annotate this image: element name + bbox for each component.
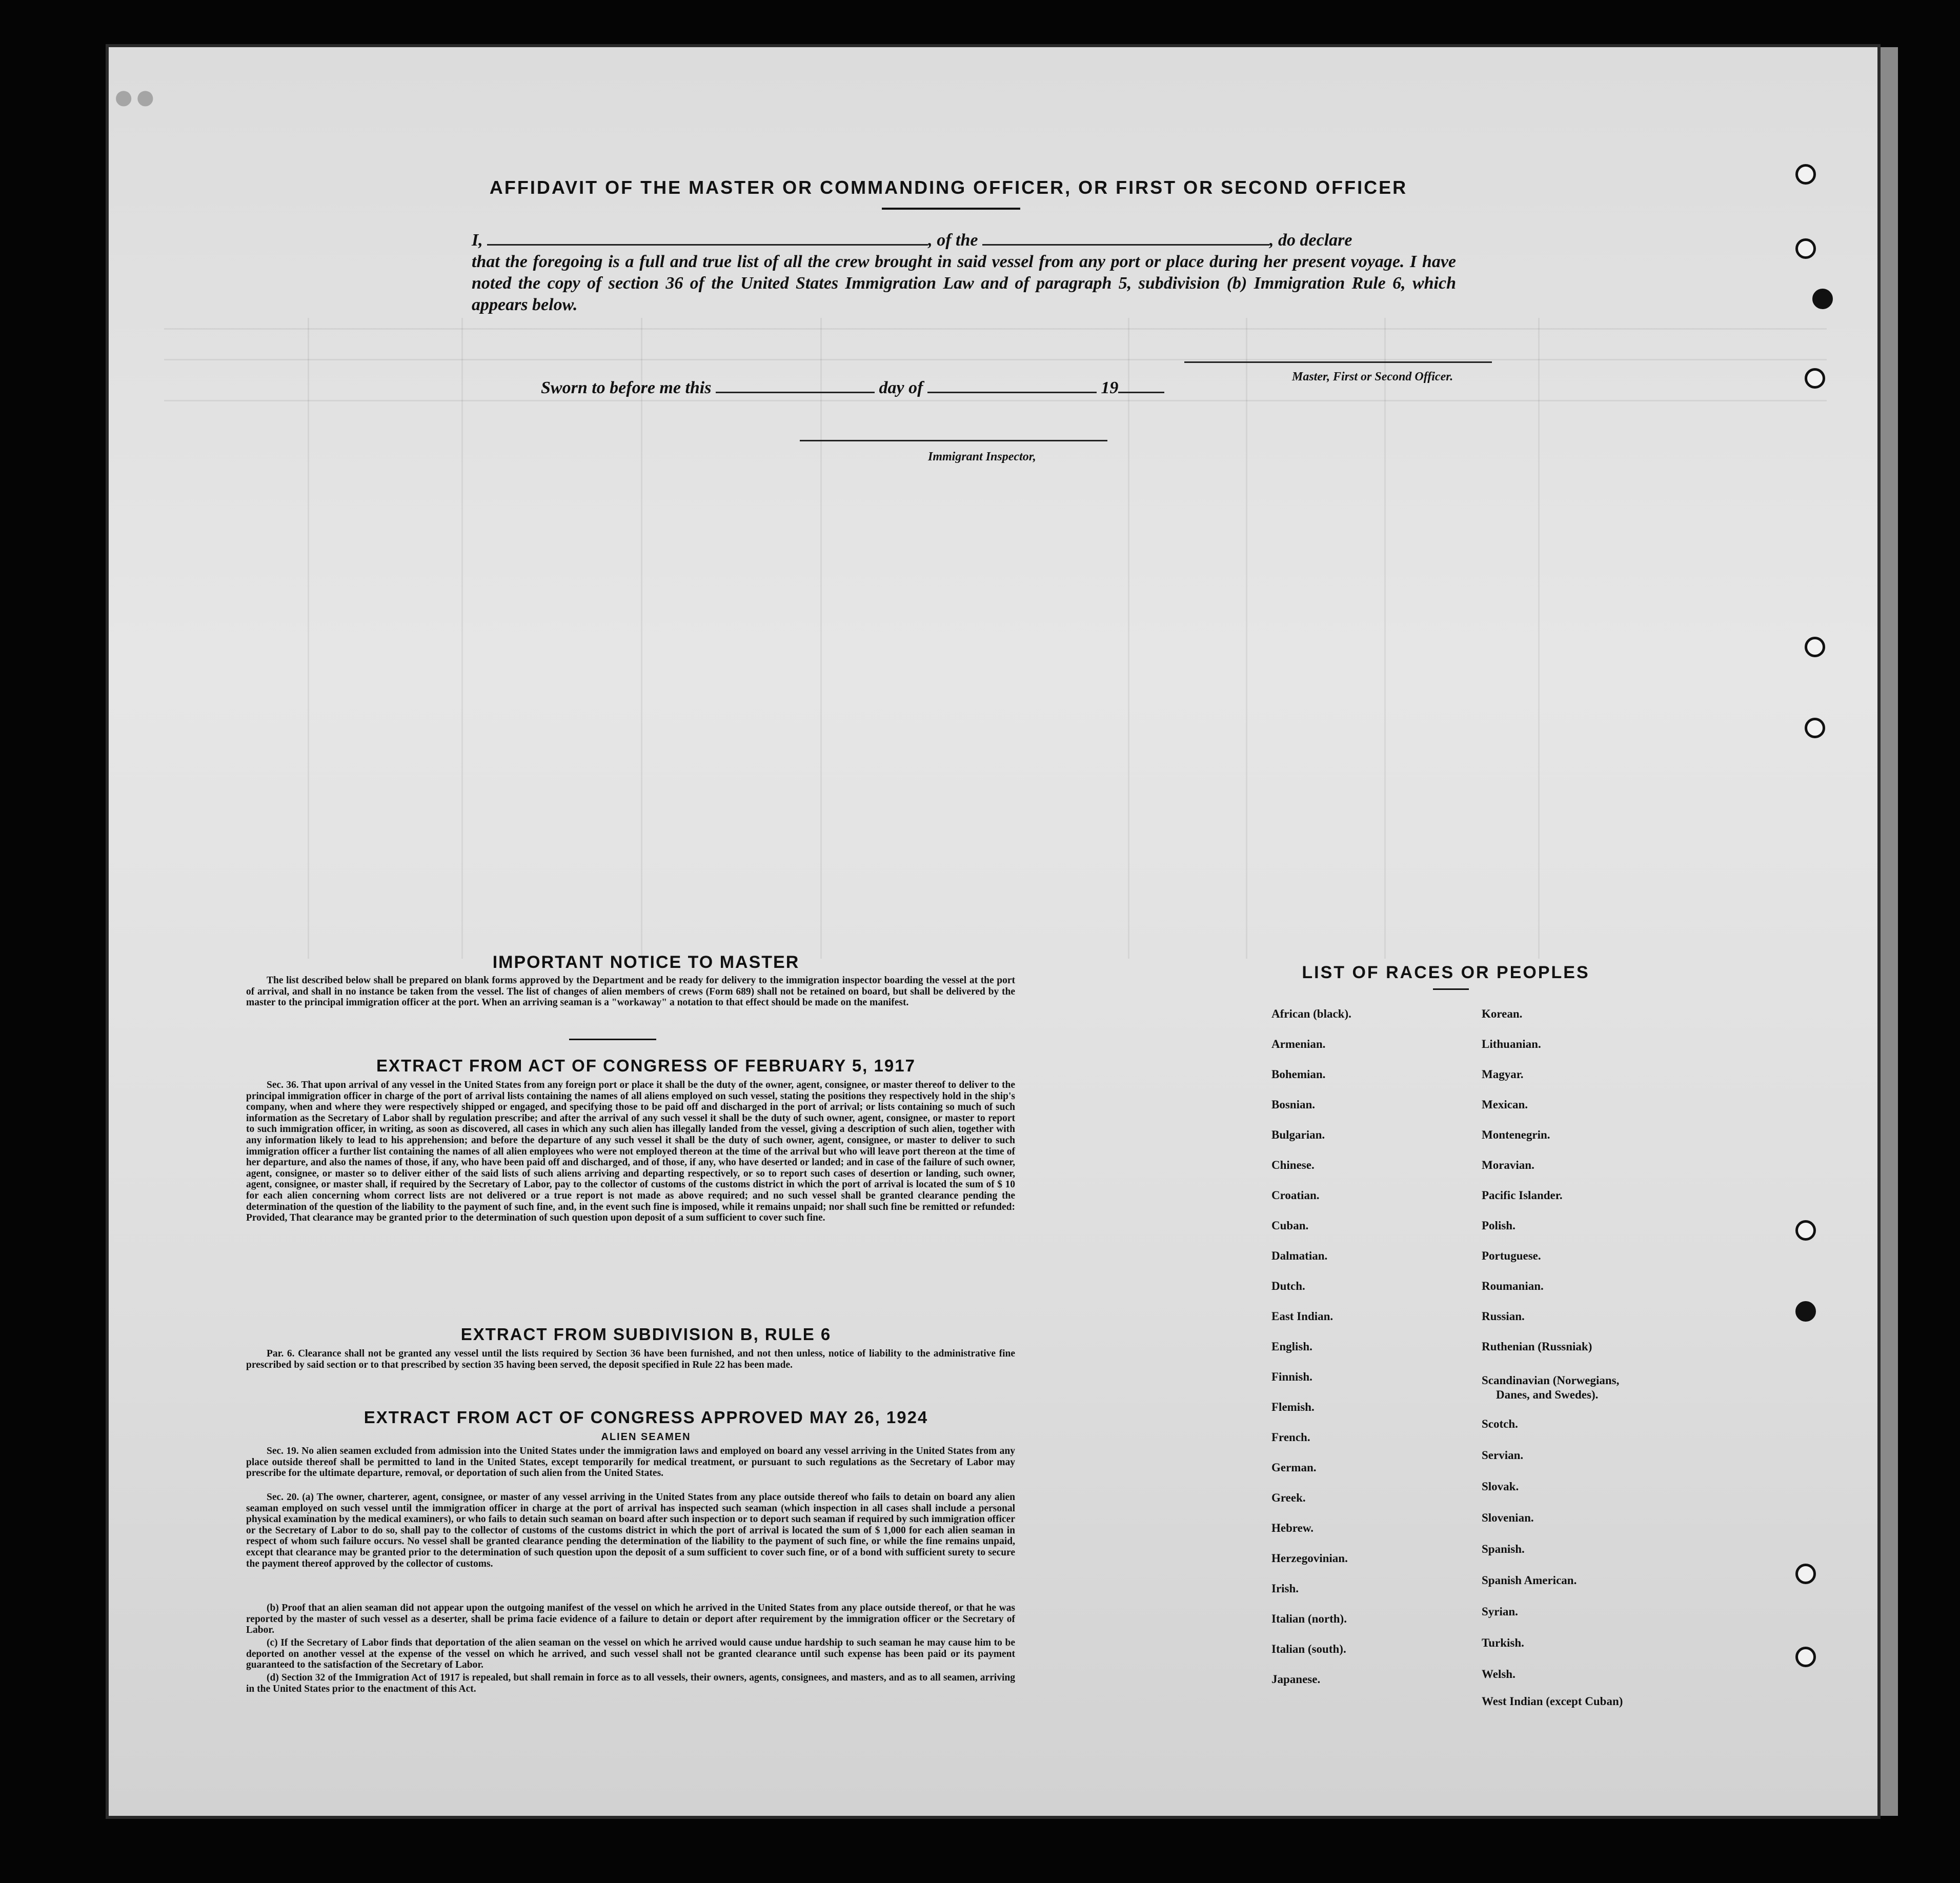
race-item: Syrian. [1482, 1605, 1518, 1618]
officer-name-field[interactable] [487, 231, 928, 246]
race-item: Polish. [1482, 1219, 1516, 1232]
master-signature-line[interactable] [1184, 361, 1492, 363]
sworn-year-field[interactable] [1118, 378, 1164, 393]
page-edge [1877, 47, 1898, 1816]
race-item: Armenian. [1271, 1038, 1326, 1050]
race-item: Ruthenian (Russniak) [1482, 1340, 1592, 1353]
race-item: Spanish. [1482, 1543, 1525, 1555]
notice-heading: IMPORTANT NOTICE TO MASTER [492, 953, 800, 972]
extract-1924-sec19: Sec. 19. No alien seamen excluded from admission into the United States under the immigration laws and employed on board any vessel arriving in the United States from any place outside thereof shall be permitted to land in the United States, except temporarily for medical treatment, or pursuant to such regulations as the Secretary of Labor may prescribe for the ultimate departure, removal, or deportation of such alien from the United States. [246, 1446, 1015, 1479]
sworn-month-field[interactable] [927, 378, 1097, 393]
punch-hole [1795, 164, 1816, 185]
notice-text: The list described below shall be prepared on blank forms approved by the Department and be ready for delivery to the immigration inspector boarding the vessel at the port of arrival, and shall in no instance be taken from the vessel. The list of changes of alien members of crews (Form 689) shall not be retained on board, but shall be delivered by the master to the principal immigration officer at the port. When an arriving seaman is a "workaway" a notation to that effect should be made on the manifest. [246, 975, 1015, 1008]
race-item: Cuban. [1271, 1219, 1309, 1232]
declaration-of-the: , of the [928, 231, 978, 250]
extract-1924-sec20b: (b) Proof that an alien seaman did not appear upon the outgoing manifest of the vessel on which he arrived in the United States from any place outside thereof, or that he was reported by the master of such vessel as a deserter, shall be prima facie evidence of a failure to detain or deport after requirement by the immigration officer or the Secretary of Labor. [246, 1603, 1015, 1636]
race-item: Japanese. [1271, 1673, 1321, 1686]
race-item: German. [1271, 1461, 1317, 1474]
declaration-i: I, [472, 231, 483, 250]
punch-hole [1795, 1647, 1816, 1667]
race-item: Danes, and Swedes). [1496, 1388, 1599, 1401]
sworn-prefix: Sworn to before me this [541, 378, 712, 397]
race-item: Bosnian. [1271, 1098, 1316, 1111]
race-item: Dutch. [1271, 1280, 1305, 1292]
race-item: Scotch. [1482, 1418, 1518, 1430]
inspector-signature-label: Immigrant Inspector, [928, 450, 1036, 463]
race-item: Bohemian. [1271, 1068, 1326, 1081]
declaration-do-declare: , do declare [1269, 231, 1352, 250]
corner-stamp-mark: ●● [113, 77, 156, 117]
race-item: Finnish. [1271, 1370, 1312, 1383]
punch-hole [1805, 718, 1825, 738]
extract-rule6-text: Par. 6. Clearance shall not be granted any vessel until the lists required by Section 36 have been furnished, and not then unless, notice of liability to the administrative fine prescribed by said section or to that prescribed by section 35 having been served, the deposit specified in Rule 22 has been made. [246, 1348, 1015, 1370]
race-item: Herzegovinian. [1271, 1552, 1348, 1565]
race-item: Irish. [1271, 1582, 1299, 1595]
punch-hole [1805, 368, 1825, 389]
extract-1924-sec20a: Sec. 20. (a) The owner, charterer, agent, consignee, or master of any vessel arriving in the United States from any place outside thereof who fails to detain on board any alien seaman employed on such vessel until the immigration officer in charge at the port of arrival has inspected such seaman (which inspection in all cases shall include a personal physical examination by the medical examiners), or who fails to detain such seaman on board after such inspection or to deport such seaman if required by such immigration officer or the Secretary of Labor to do so, shall pay to the collector of customs of the customs district in which the port of arrival is located the sum of $ 1,000 for each alien seaman in respect of whom such failure occurs. No vessel shall be granted clearance pending the determination of the liability to the payment of such fine, or while the fine remains unpaid, except that clearance may be granted prior to the determination of such question upon the deposit of a sum sufficient to cover such fine, or of a bond with sufficient surety to secure the payment thereof approved by the collector of customs. [246, 1492, 1015, 1569]
race-item: Pacific Islander. [1482, 1189, 1563, 1202]
extract-1924-subheading: ALIEN SEAMEN [601, 1431, 691, 1443]
punch-hole [1805, 637, 1825, 657]
sworn-day-of: day of [879, 378, 923, 397]
punch-hole [1795, 1220, 1816, 1241]
race-item: West Indian (except Cuban) [1482, 1695, 1623, 1708]
race-item: Hebrew. [1271, 1522, 1314, 1534]
race-item: Servian. [1482, 1449, 1524, 1462]
affidavit-declaration [472, 230, 1456, 316]
affidavit-heading: AFFIDAVIT OF THE MASTER OR COMMANDING OFFICER, OR FIRST OR SECOND OFFICER [489, 177, 1408, 198]
race-item: Roumanian. [1482, 1280, 1544, 1292]
extract-rule6-heading: EXTRACT FROM SUBDIVISION B, RULE 6 [460, 1325, 832, 1344]
race-item: Bulgarian. [1271, 1128, 1325, 1141]
punch-hole [1795, 238, 1816, 259]
race-item: French. [1271, 1431, 1310, 1444]
notice-rule [569, 1039, 656, 1040]
race-item: Greek. [1271, 1491, 1306, 1504]
punch-hole [1795, 1301, 1816, 1322]
races-rule [1433, 988, 1469, 990]
race-item: Korean. [1482, 1007, 1523, 1020]
race-item: Slovenian. [1482, 1511, 1534, 1524]
extract-1924-sec20d: (d) Section 32 of the Immigration Act of 1917 is repealed, but shall remain in force as to all vessels, their owners, agents, consignees, and masters, and as to all seamen, arriving in the United States prior to the enactment of this Act. [246, 1672, 1015, 1694]
race-item: Portuguese. [1482, 1249, 1541, 1262]
race-item: Italian (north). [1271, 1612, 1347, 1625]
race-item: Moravian. [1482, 1159, 1534, 1171]
extract-1924-sec20c: (c) If the Secretary of Labor finds that deportation of the alien seaman on the vessel on which he arrived would cause undue hardship to such seaman he may cause him to be deported on another vessel at the expense of the vessel on which he arrived, and such vessel shall not be granted clearance until such expense has been paid or its payment guaranteed to the satisfaction of the Secretary of Labor. [246, 1637, 1015, 1671]
race-item: Welsh. [1482, 1668, 1516, 1680]
declaration-body: that the foregoing is a full and true list of all the crew brought in said vessel from any port or place during her present voyage. I have noted the copy of section 36 of the United States Immigration Law and of paragraph 5, subdivision (b) Immigration Rule 6, which appears below. [472, 252, 1456, 314]
race-item: Spanish American. [1482, 1574, 1577, 1587]
race-item: Russian. [1482, 1310, 1525, 1323]
race-item: Lithuanian. [1482, 1038, 1541, 1050]
race-item: Montenegrin. [1482, 1128, 1550, 1141]
sworn-year-prefix: 19 [1101, 378, 1119, 397]
extract-1924-heading: EXTRACT FROM ACT OF CONGRESS APPROVED MAY 26, 1924 [363, 1408, 928, 1427]
inspector-signature-line[interactable] [800, 440, 1107, 441]
sworn-date-field[interactable] [716, 378, 875, 393]
race-item: African (black). [1271, 1007, 1351, 1020]
race-item: Chinese. [1271, 1159, 1315, 1171]
punch-hole [1795, 1564, 1816, 1584]
race-item: Dalmatian. [1271, 1249, 1328, 1262]
race-item: Mexican. [1482, 1098, 1528, 1111]
master-signature-label: Master, First or Second Officer. [1292, 370, 1453, 383]
race-item: Italian (south). [1271, 1643, 1346, 1655]
race-item: East Indian. [1271, 1310, 1333, 1323]
race-item: Slovak. [1482, 1480, 1519, 1493]
race-item: Turkish. [1482, 1636, 1524, 1649]
extract-1917-text: Sec. 36. That upon arrival of any vessel in the United States from any foreign port or place it shall be the duty of the owner, agent, consignee, or master thereof to deliver to the principal immigration officer in charge of the port of arrival lists containing the names of all aliens employed on such vessel, stating the positions they respectively hold in the ship's company, when and where they were respectively shipped or engaged, and specifying those to be paid off and discharged in the port of arrival; or lists containing so much of such information as the Secretary of Labor shall by regulation prescribe; and after the arrival of any such vessel it shall be the duty of such owner, agent, consignee, or master to report to such immigration officer, in writing, as soon as discovered, all cases in which any such alien has illegally landed from the vessel, giving a description of such alien, together with any information likely to lead to his apprehension; and before the departure of any such vessel it shall be the duty of such owner, agent, consignee, or master to deliver to such immigration officer a further list containing the names of all alien employees who were not employed thereon at the time of the arrival but who will leave port thereon at the time of her departure, and also the names of those, if any, who have been paid off and discharged, and of those, if any, who have deserted or landed; and in case of the failure of such owner, agent, consignee, or master so to deliver either of the said lists of such aliens arriving and departing respectively, or so to report such cases of desertion or landing, such owner, agent, consignee, or master shall, if required by the Secretary of Labor, pay to the collector of customs of the customs district in which the port of arrival is located the sum of $ 10 for each alien concerning whom correct lists are not delivered or a true report is not made as above required; and no such vessel shall be granted clearance pending the determination of the question of the liability to the payment of such fine, and, in the event such fine is imposed, while it remains unpaid; nor shall such fine be remitted or refunded: Provided, That clearance may be granted prior to the determination of such question upon deposit of a sum sufficient to cover such fine. [246, 1080, 1015, 1224]
vessel-name-field[interactable] [982, 231, 1269, 246]
race-item: Magyar. [1482, 1068, 1524, 1081]
sworn-text [541, 378, 1164, 398]
race-item: English. [1271, 1340, 1312, 1353]
punch-hole [1812, 289, 1833, 309]
race-item: Flemish. [1271, 1401, 1315, 1413]
race-item: Croatian. [1271, 1189, 1320, 1202]
affidavit-rule [882, 208, 1020, 210]
declaration-line-1 [472, 230, 1456, 251]
race-item: Scandinavian (Norwegians, [1482, 1374, 1620, 1387]
races-heading: LIST OF RACES OR PEOPLES [1302, 963, 1590, 982]
extract-1917-heading: EXTRACT FROM ACT OF CONGRESS OF FEBRUARY 5, 1917 [376, 1056, 916, 1075]
